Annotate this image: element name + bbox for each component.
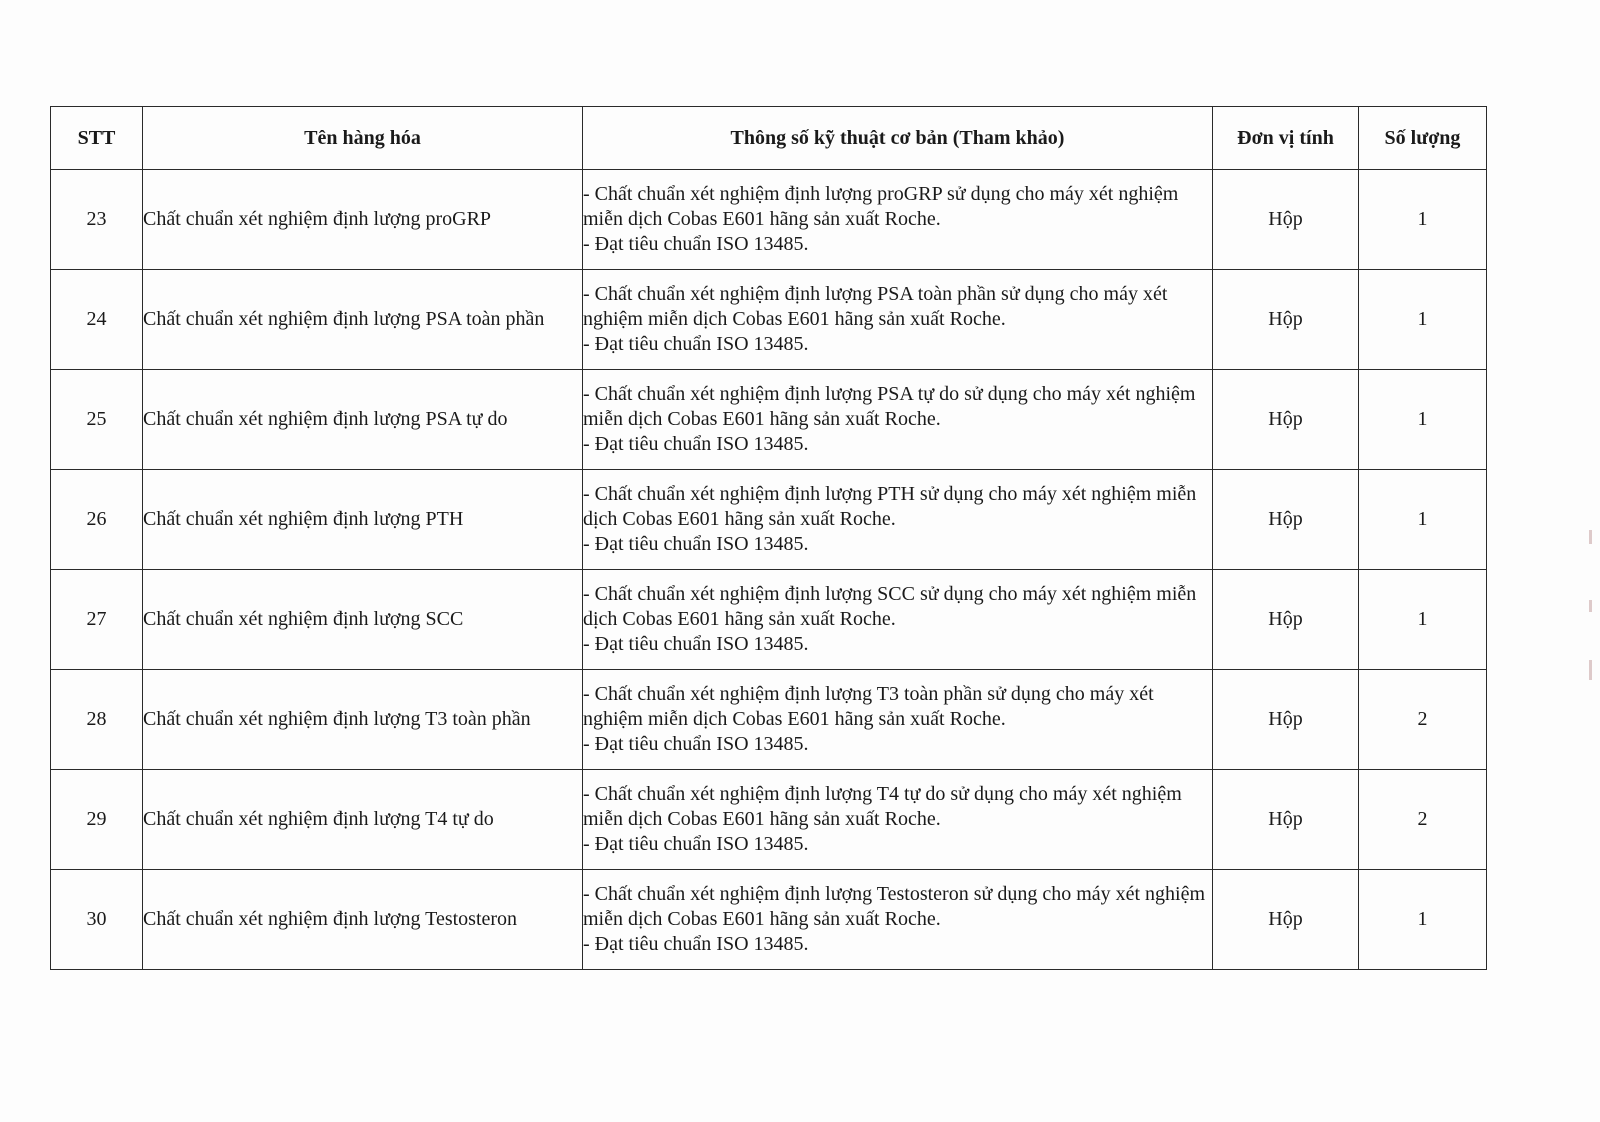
cell-spec <box>583 670 1213 770</box>
cell-name: Chất chuẩn xét nghiệm định lượng PTH <box>143 470 583 570</box>
cell-name: Chất chuẩn xét nghiệm định lượng SCC <box>143 570 583 670</box>
cell-spec <box>583 370 1213 470</box>
spec-description: - Chất chuẩn xét nghiệm định lượng PTH sử dụng cho máy xét nghiệm miễn dịch Cobas E601 hãng sản xuất Roche. <box>583 483 1197 530</box>
cell-spec <box>583 470 1213 570</box>
cell-unit: Hộp <box>1213 270 1359 370</box>
cell-stt: 28 <box>51 670 143 770</box>
spec-standard: - Đạt tiêu chuẩn ISO 13485. <box>583 733 809 755</box>
header-unit: Đơn vị tính <box>1213 107 1359 170</box>
scan-artifact <box>1589 600 1592 612</box>
cell-unit: Hộp <box>1213 470 1359 570</box>
cell-qty: 1 <box>1359 170 1487 270</box>
spec-description: - Chất chuẩn xét nghiệm định lượng SCC sử dụng cho máy xét nghiệm miễn dịch Cobas E601 hãng sản xuất Roche. <box>583 583 1197 630</box>
spec-description: - Chất chuẩn xét nghiệm định lượng Testosteron sử dụng cho máy xét nghiệm miễn dịch Cobas E601 hãng sản xuất Roche. <box>583 883 1206 930</box>
goods-spec-table <box>50 106 1487 970</box>
cell-stt: 24 <box>51 270 143 370</box>
cell-stt: 30 <box>51 870 143 970</box>
table-row <box>51 770 1487 870</box>
table-row <box>51 270 1487 370</box>
cell-qty: 1 <box>1359 870 1487 970</box>
cell-stt: 25 <box>51 370 143 470</box>
cell-spec <box>583 870 1213 970</box>
spec-standard: - Đạt tiêu chuẩn ISO 13485. <box>583 333 809 355</box>
spec-description: - Chất chuẩn xét nghiệm định lượng PSA tự do sử dụng cho máy xét nghiệm miễn dịch Cobas E601 hãng sản xuất Roche. <box>583 383 1196 430</box>
table-row <box>51 870 1487 970</box>
table-row <box>51 170 1487 270</box>
cell-unit: Hộp <box>1213 570 1359 670</box>
cell-stt: 23 <box>51 170 143 270</box>
header-spec: Thông số kỹ thuật cơ bản (Tham khảo) <box>583 107 1213 170</box>
cell-spec <box>583 170 1213 270</box>
cell-qty: 1 <box>1359 570 1487 670</box>
cell-stt: 26 <box>51 470 143 570</box>
table-row <box>51 470 1487 570</box>
cell-stt: 27 <box>51 570 143 670</box>
cell-unit: Hộp <box>1213 370 1359 470</box>
spec-standard: - Đạt tiêu chuẩn ISO 13485. <box>583 933 809 955</box>
header-stt: STT <box>51 107 143 170</box>
cell-spec <box>583 570 1213 670</box>
cell-unit: Hộp <box>1213 170 1359 270</box>
spec-description: - Chất chuẩn xét nghiệm định lượng T3 toàn phần sử dụng cho máy xét nghiệm miễn dịch Cobas E601 hãng sản xuất Roche. <box>583 683 1154 730</box>
cell-qty: 1 <box>1359 370 1487 470</box>
cell-unit: Hộp <box>1213 770 1359 870</box>
spec-description: - Chất chuẩn xét nghiệm định lượng PSA toàn phần sử dụng cho máy xét nghiệm miễn dịch Cobas E601 hãng sản xuất Roche. <box>583 283 1168 330</box>
spec-standard: - Đạt tiêu chuẩn ISO 13485. <box>583 433 809 455</box>
table-row <box>51 570 1487 670</box>
spec-standard: - Đạt tiêu chuẩn ISO 13485. <box>583 533 809 555</box>
cell-name: Chất chuẩn xét nghiệm định lượng T4 tự do <box>143 770 583 870</box>
cell-qty: 2 <box>1359 670 1487 770</box>
cell-unit: Hộp <box>1213 670 1359 770</box>
cell-name: Chất chuẩn xét nghiệm định lượng Testosteron <box>143 870 583 970</box>
cell-spec <box>583 270 1213 370</box>
cell-stt: 29 <box>51 770 143 870</box>
cell-name: Chất chuẩn xét nghiệm định lượng PSA toàn phần <box>143 270 583 370</box>
header-qty: Số lượng <box>1359 107 1487 170</box>
header-name: Tên hàng hóa <box>143 107 583 170</box>
spec-description: - Chất chuẩn xét nghiệm định lượng proGRP sử dụng cho máy xét nghiệm miễn dịch Cobas E601 hãng sản xuất Roche. <box>583 183 1179 230</box>
cell-spec <box>583 770 1213 870</box>
cell-name: Chất chuẩn xét nghiệm định lượng T3 toàn phần <box>143 670 583 770</box>
spec-standard: - Đạt tiêu chuẩn ISO 13485. <box>583 633 809 655</box>
cell-name: Chất chuẩn xét nghiệm định lượng proGRP <box>143 170 583 270</box>
scan-artifact <box>1589 660 1592 680</box>
spec-standard: - Đạt tiêu chuẩn ISO 13485. <box>583 833 809 855</box>
cell-qty: 2 <box>1359 770 1487 870</box>
cell-name: Chất chuẩn xét nghiệm định lượng PSA tự do <box>143 370 583 470</box>
cell-qty: 1 <box>1359 270 1487 370</box>
table-row <box>51 370 1487 470</box>
spec-standard: - Đạt tiêu chuẩn ISO 13485. <box>583 233 809 255</box>
cell-qty: 1 <box>1359 470 1487 570</box>
cell-unit: Hộp <box>1213 870 1359 970</box>
table-header-row <box>51 107 1487 170</box>
scan-artifact <box>1589 530 1592 544</box>
table-row <box>51 670 1487 770</box>
spec-description: - Chất chuẩn xét nghiệm định lượng T4 tự do sử dụng cho máy xét nghiệm miễn dịch Cobas E601 hãng sản xuất Roche. <box>583 783 1182 830</box>
